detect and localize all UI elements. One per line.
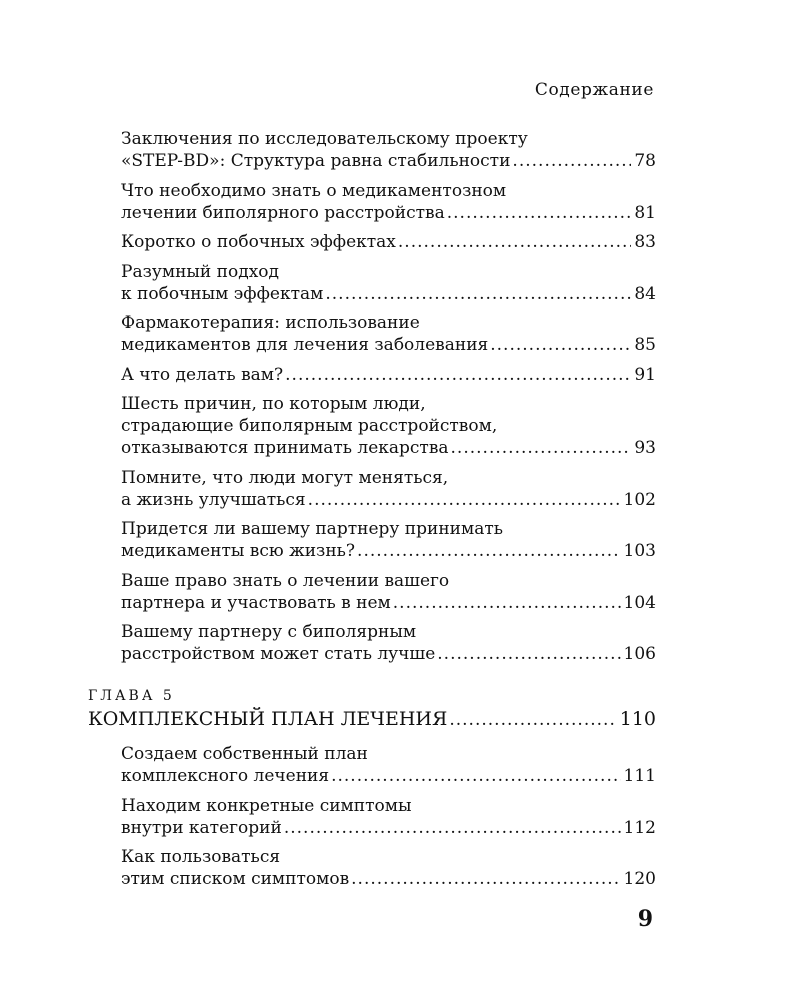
toc-entry-page-number: 83 [634, 232, 656, 252]
toc-entry-title-line: Что необходимо знать о медикаментозном [121, 180, 507, 201]
leader-dots [451, 437, 632, 459]
leader-dots [393, 592, 621, 614]
toc-entry[interactable] [88, 621, 656, 665]
toc-entry-title-line: Как пользоваться [121, 847, 281, 867]
toc-entry-title-line: Разумный подход [121, 261, 279, 282]
toc-entry-title-line: Создаем собственный план [121, 744, 368, 764]
toc-entry-title-line: Помните, что люди могут меняться, [121, 467, 449, 488]
toc-entry-title-line: этим списком симптомов [121, 869, 350, 889]
running-head: Содержание [534, 80, 654, 100]
leader-dots [398, 231, 631, 253]
toc-section-continued [88, 128, 656, 665]
toc-entry[interactable] [88, 261, 656, 305]
toc-entry[interactable] [88, 743, 656, 787]
toc-entry-title-line: Фармакотерапия: использование [121, 313, 420, 333]
toc-entry-last-line [121, 334, 656, 356]
leader-dots [437, 643, 620, 665]
toc-entry-page-number: 85 [634, 335, 656, 355]
toc-entry-title-line: Шесть причин, по которым люди, [121, 394, 426, 414]
toc-entry-last-line [121, 540, 656, 562]
toc-entry-title-line: Коротко о побочных эффектах [121, 232, 396, 252]
leader-dots [351, 868, 620, 890]
toc-entry-last-line [121, 283, 656, 305]
toc-entry-title-line: Находим конкретные симптомы [121, 795, 412, 816]
toc-entry-last-line [121, 765, 656, 787]
folio-page-number: 9 [637, 906, 653, 932]
toc-entry-title-line: партнера и участвовать в нем [121, 592, 391, 613]
leader-dots [285, 364, 631, 386]
toc-entry-title-line: комплексного лечения [121, 766, 330, 786]
toc-entry[interactable] [88, 364, 656, 386]
toc-entry-title-line: к побочным эффектам [121, 283, 324, 304]
toc-entry-last-line [121, 592, 656, 614]
table-of-contents [88, 128, 656, 898]
chapter-title-entry[interactable] [88, 707, 656, 732]
toc-entry[interactable] [88, 795, 656, 839]
toc-entry-last-line [121, 868, 656, 890]
toc-entry-page-number: 112 [623, 817, 656, 838]
toc-entry-title-line: Заключения по исследовательскому проекту [121, 129, 528, 149]
toc-entry-page-number: 104 [623, 592, 656, 613]
toc-entry-title-line: а жизнь улучшаться [121, 489, 306, 510]
toc-entry-title-line: лечении биполярного расстройства [121, 202, 445, 223]
leader-dots [447, 202, 632, 224]
toc-entry-last-line [121, 364, 656, 386]
toc-entry-last-line [121, 817, 656, 839]
toc-entry[interactable] [88, 467, 656, 511]
toc-entry-page-number: 78 [634, 151, 656, 171]
toc-entry-title-line: Ваше право знать о лечении вашего [121, 570, 450, 591]
leader-dots [308, 489, 621, 511]
toc-entry-last-line [121, 643, 656, 665]
toc-entry-page-number: 84 [634, 283, 656, 304]
leader-dots [284, 817, 621, 839]
toc-entry-title-line: медикаментов для лечения заболевания [121, 335, 489, 355]
toc-entry-last-line [121, 437, 656, 459]
toc-entry[interactable] [88, 570, 656, 614]
toc-entry-title-line: А что делать вам? [121, 364, 284, 385]
toc-entry-page-number: 120 [623, 869, 656, 889]
toc-entry[interactable] [88, 180, 656, 224]
toc-entry-last-line [121, 489, 656, 511]
toc-entry-title-line: отказываются принимать лекарства [121, 438, 449, 458]
toc-section-chapter-5 [88, 743, 656, 890]
toc-entry-last-line [121, 150, 656, 172]
chapter-title: КОМПЛЕКСНЫЙ ПЛАН ЛЕЧЕНИЯ [88, 708, 448, 730]
toc-entry-page-number: 102 [623, 489, 656, 510]
toc-entry-title-line: страдающие биполярным расстройством, [121, 416, 498, 436]
toc-entry[interactable] [88, 846, 656, 890]
toc-entry-last-line [121, 231, 656, 253]
chapter-page-number: 110 [619, 708, 656, 730]
chapter-label: ГЛАВА 5 [88, 688, 175, 704]
toc-entry[interactable] [88, 128, 656, 172]
toc-entry-title-line: внутри категорий [121, 817, 282, 838]
toc-entry[interactable] [88, 312, 656, 356]
toc-entry-title-line: медикаменты всю жизнь? [121, 541, 356, 561]
toc-entry-page-number: 103 [623, 541, 656, 561]
toc-entry-page-number: 111 [623, 766, 656, 786]
toc-entry-title-line: Вашему партнеру с биполярным [121, 622, 417, 642]
toc-entry-title-line: Придется ли вашему партнеру принимать [121, 519, 504, 539]
toc-entry-title-line: расстройством может стать лучше [121, 644, 436, 664]
toc-entry-title-line: «STEP-BD»: Структура равна стабильности [121, 151, 511, 171]
leader-dots [449, 708, 616, 732]
toc-entry-page-number: 93 [634, 438, 656, 458]
leader-dots [490, 334, 631, 356]
leader-dots [331, 765, 620, 787]
leader-dots [325, 283, 631, 305]
toc-entry-page-number: 106 [623, 644, 656, 664]
toc-entry-page-number: 91 [634, 364, 656, 385]
leader-dots [357, 540, 621, 562]
toc-entry-page-number: 81 [634, 202, 656, 223]
leader-dots [512, 150, 631, 172]
toc-entry-last-line [121, 202, 656, 224]
toc-entry[interactable] [88, 518, 656, 562]
toc-entry[interactable] [88, 231, 656, 253]
toc-entry[interactable] [88, 393, 656, 459]
